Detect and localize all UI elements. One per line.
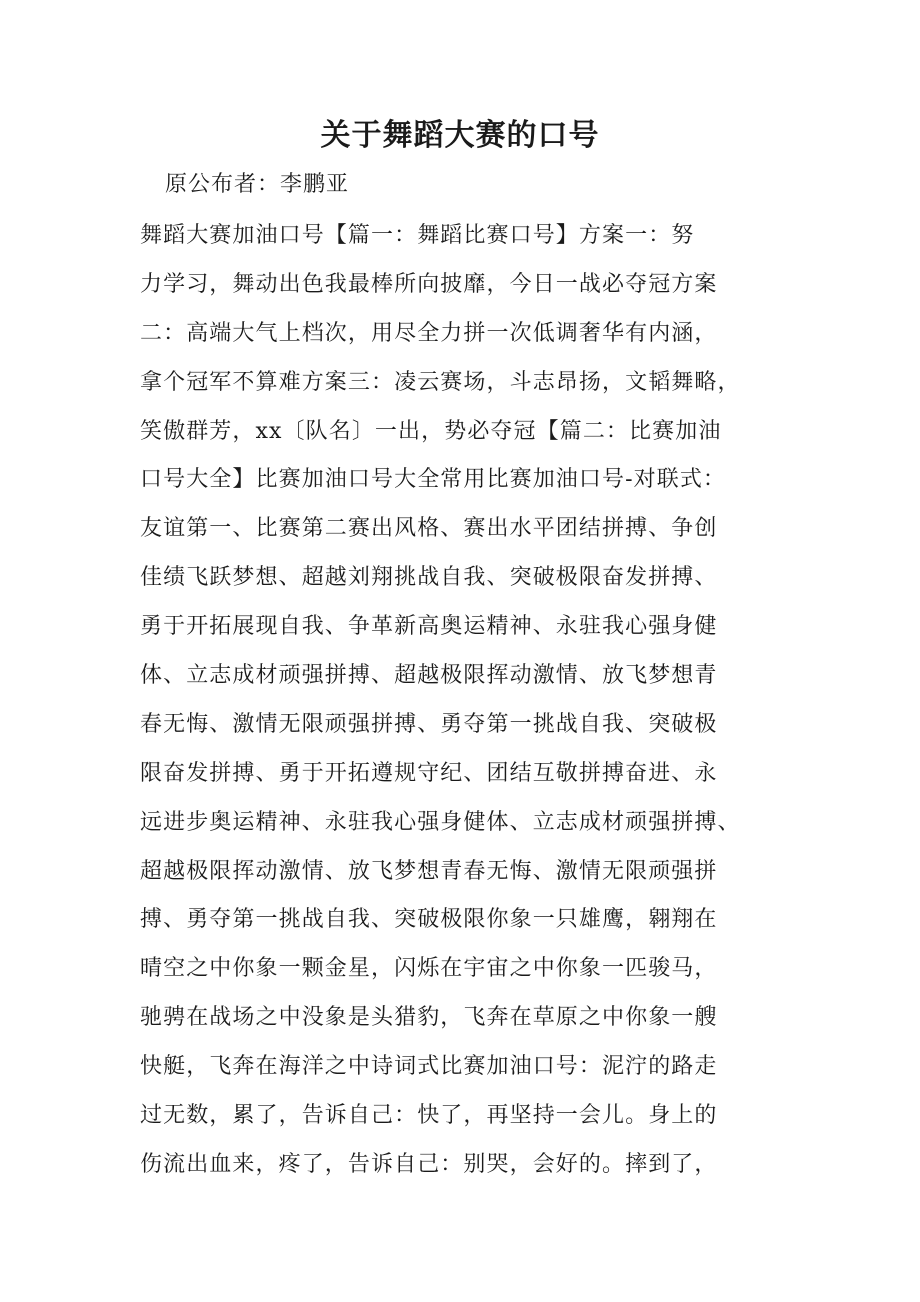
body-line: 友谊第一、比赛第二赛出风格、赛出水平团结拼搏、争创: [140, 516, 718, 542]
body-line: 勇于开拓展现自我、争革新高奥运精神、永驻我心强身健: [140, 614, 718, 640]
body-line: 二：高端大气上档次，用尽全力拼一次低调奢华有内涵，: [140, 320, 718, 346]
author-line: 原公布者：李鹏亚: [165, 172, 350, 197]
body-text: [140, 216, 780, 1194]
body-line: 笑傲群芳，xx〔队名〕一出，势必夺冠【篇二：比赛加油: [140, 418, 722, 444]
body-line: 舞蹈大赛加油口号【篇一：舞蹈比赛口号】方案一：努: [140, 223, 695, 248]
body-line: 搏、勇夺第一挑战自我、突破极限你象一只雄鹰，翱翔在: [140, 907, 718, 933]
document-title: 关于舞蹈大赛的口号: [320, 118, 600, 153]
body-line: 远进步奥运精神、永驻我心强身健体、立志成材顽强拼搏、: [140, 809, 741, 835]
body-line: 晴空之中你象一颗金星，闪烁在宇宙之中你象一匹骏马，: [140, 956, 718, 982]
body-line: 伤流出血来，疼了，告诉自己：别哭，会好的。摔到了，: [140, 1151, 718, 1177]
body-line: 佳绩飞跃梦想、超越刘翔挑战自我、突破极限奋发拼搏、: [140, 565, 718, 591]
body-line: 力学习，舞动出色我最棒所向披靡，今日一战必夺冠方案: [140, 271, 718, 297]
body-line: 春无悔、激情无限顽强拼搏、勇夺第一挑战自我、突破极: [140, 711, 718, 737]
body-line: 超越极限挥动激情、放飞梦想青春无悔、激情无限顽强拼: [140, 858, 718, 884]
body-line: 过无数，累了，告诉自己：快了，再坚持一会儿。身上的: [140, 1103, 718, 1129]
body-line: 驰骋在战场之中没象是头猎豹，飞奔在草原之中你象一艘: [140, 1005, 718, 1031]
body-line: 快艇，飞奔在海洋之中诗词式比赛加油口号：泥泞的路走: [140, 1054, 718, 1080]
body-line: 拿个冠军不算难方案三：凌云赛场，斗志昂扬，文韬舞略，: [140, 369, 741, 395]
body-line: 口号大全】比赛加油口号大全常用比赛加油口号-对联式：: [140, 467, 727, 493]
body-line: 体、立志成材顽强拼搏、超越极限挥动激情、放飞梦想青: [140, 663, 718, 689]
body-line: 限奋发拼搏、勇于开拓遵规守纪、团结互敬拼搏奋进、永: [140, 760, 718, 786]
